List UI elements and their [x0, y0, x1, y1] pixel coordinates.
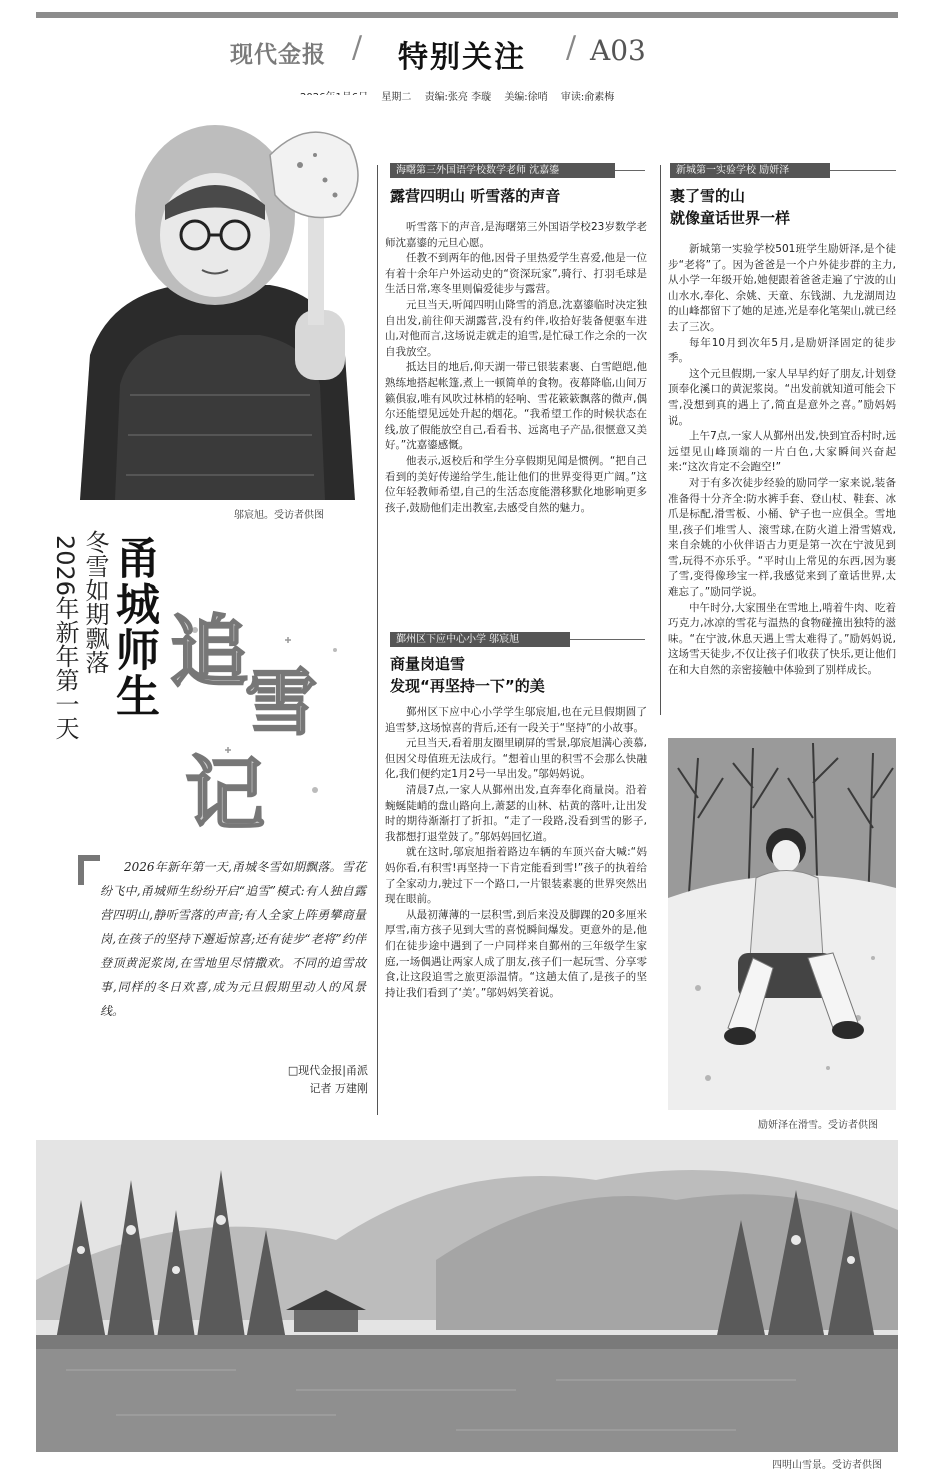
column-divider [660, 165, 661, 715]
lake-photo [36, 1140, 898, 1452]
intro-bracket [78, 855, 100, 885]
article2-paragraph: 元旦当天,看着朋友圈里刷屏的雪景,邬宸旭满心羡慕,但因父母值班无法成行。“想着山里的积雪不会那么快融化,我们便约定1月2号一早出发。”邬妈妈说。 [385, 737, 648, 781]
snow-title-char-2: 雪 [245, 660, 318, 745]
byline-reporter: 记者 万建刚 [309, 1082, 368, 1095]
paper-name: 现代金报 [230, 41, 326, 68]
article1-rule [615, 170, 645, 171]
sledding-photo [668, 738, 896, 1110]
article3-title-line1: 裹了雪的山 [670, 187, 746, 205]
article2-body [385, 705, 647, 1001]
article3-body [668, 242, 896, 679]
lake-caption: 四明山雪景。受访者供图 [772, 1460, 882, 1471]
article1-paragraph: 元旦当天,听闻四明山降雪的消息,沈嘉鎏临时决定独自出发,前往仰天湖露营,没有约伴,收拾好装备便驱车进山,对他而言,这场说走就走的追雪,是忙碌工作之余的一次自我放空。 [385, 298, 648, 358]
edition-editors: 责编:张亮 李璇 [424, 92, 492, 103]
article2-paragraph: 就在这时,邬宸旭指着路边车辆的车顶兴奋大喊:“妈妈你看,有积雪!再坚持一下肯定能看到雪!”孩子的执着给了全家动力,驶过下一个路口,一片银装素裹的世界突然出现在眼前。 [385, 846, 647, 906]
intro-text [100, 855, 366, 1023]
snow-title-char-3: 记 [185, 747, 265, 841]
article1-paragraph: 他表示,返校后和学生分享假期见闻是惯例。“把自己看到的美好传递给学生,能让他们的世界变得更广阔。”这位年轻教师希望,自己的生活态度能潜移默化地影响更多孩子,鼓励他们走出教室,去感受自然的魅力。 [385, 454, 647, 514]
article1-title: 露营四明山 听雪落的声音 [390, 187, 561, 205]
column-divider [377, 165, 378, 1115]
article3-label: 新城第一实验学校 励妍泽 [670, 163, 830, 178]
page-number: A03 [590, 34, 646, 67]
sledding-caption: 励妍泽在滑雪。受访者供图 [758, 1120, 878, 1131]
article3-paragraph: 上午7点,一家人从鄞州出发,快到宜岙村时,远远望见山峰顶端的一片白色,大家瞬间兴奋起来:“这次肯定不会跑空!” [668, 430, 896, 474]
portrait-photo [70, 95, 370, 500]
feature-headline: 甬城师生 [108, 535, 159, 719]
masthead-divider: / [566, 30, 577, 65]
article3-paragraph: 这个元旦假期,一家人早早约好了朋友,计划登顶奉化溪口的黄泥浆岗。“出发前就知道可能会下雪,没想到真的遇上了,简直是意外之喜。”励妈妈说。 [668, 367, 896, 427]
snow-title-char-1: 追 [170, 607, 249, 698]
masthead [0, 30, 934, 74]
article2-title-line2: 发现“再坚持一下”的美 [390, 677, 545, 695]
portrait-caption: 邬宸旭。受访者供图 [234, 510, 324, 521]
article2-rule [570, 639, 645, 640]
article2-paragraph: 清晨7点,一家人从鄞州出发,直奔奉化商量岗。沿着蜿蜒陡峭的盘山路向上,萧瑟的山林、枯黄的落叶,让出发时的期待渐渐打了折扣。“走了一段路,没看到雪的影子,我都想打退堂鼓了。”邬妈妈回忆道。 [385, 783, 647, 843]
edition-designer: 美编:徐哨 [504, 92, 548, 103]
article2-title-line1: 商量岗追雪 [390, 655, 466, 673]
article2-label: 鄞州区下应中心小学 邬宸旭 [390, 632, 570, 647]
article3-paragraph: 新城第一实验学校501班学生励妍泽,是个徒步“老将”了。因为爸爸是一个户外徒步群的主力,从小学一年级开始,她便跟着爸爸走遍了宁波的山山水水,奉化、余姚、天童、东钱湖、九龙湖周边的山峰都留下了她的足迹,光是奉化笔架山,就已经去了三次。 [668, 243, 896, 333]
article1-paragraph: 任教不到两年的他,因骨子里热爱学生喜爱,他是一位有着十余年户外运动史的“资深玩家”,骑行、打羽毛球是生活日常,寒冬里则偏爱徒步与露营。 [385, 252, 647, 296]
feature-subtitle-2: 2026年新年第一天 [51, 535, 79, 741]
article1-label: 海曙第三外国语学校数学老师 沈嘉鎏 [390, 163, 615, 178]
article3-paragraph: 每年10月到次年5月,是励妍泽固定的徒步季。 [668, 336, 896, 365]
article1-paragraph: 抵达目的地后,仰天湖一带已银装素裹、白雪皑皑,他熟练地搭起帐篷,煮上一顿简单的食物。夜幕降临,山间万籁俱寂,唯有风吹过林梢的轻响、雪花簌簌飘落的微声,偶尔还能望见远处升起的烟花。“我希望工作的时候状态在线,放了假能放空自己,看看书、远离电子产品,很惬意又美好。”沈嘉鎏感慨。 [385, 361, 648, 452]
snow-title-art [165, 590, 365, 840]
edition-weekday: 星期二 [381, 92, 412, 103]
article3-title-line2: 就像童话世界一样 [670, 209, 791, 227]
intro-paragraph: 2026年新年第一天,甬城冬雪如期飘落。雪花纷飞中,甬城师生纷纷开启“追雪”模式:有人独自露营四明山,静听雪落的声音;有人全家上阵勇攀商量岗,在孩子的坚持下邂逅惊喜;还有徒步“老将”约伴登顶黄泥浆岗,在雪地里尽情撒欢。不同的追雪故事,同样的冬日欢喜,成为元旦假期里动人的风景线。 [100, 860, 366, 1018]
section-title: 特别关注 [398, 40, 526, 75]
article2-paragraph: 鄞州区下应中心小学学生邬宸旭,也在元旦假期圆了追雪梦,这场惊喜的背后,还有一段关于“坚持”的小故事。 [385, 706, 647, 734]
article1-body [385, 220, 647, 516]
edition-proofreader: 审读:俞素梅 [560, 92, 615, 103]
article1-paragraph: 听雪落下的声音,是海曙第三外国语学校23岁数学老师沈嘉鎏的元旦心愿。 [385, 221, 647, 249]
feature-subtitle-1: 冬雪如期飘落 [81, 530, 109, 674]
article2-paragraph: 从最初薄薄的一层积雪,到后来没及脚踝的20多厘米厚雪,南方孩子见到大雪的喜悦瞬间爆发。更意外的是,他们在徒步途中遇到了一户同样来自鄞州的三年级学生家庭,一场偶遇让两家人成了朋友,孩子们一起玩雪、分享零食,让这段追雪之旅更添温情。“这趟太值了,是孩子的坚持让我们看到了‘美’。”邬妈妈笑着说。 [385, 908, 647, 999]
article3-paragraph: 中午时分,大家围坐在雪地上,啃着牛肉、吃着巧克力,冰凉的雪花与温热的食物碰撞出独特的滋味。“在宁波,休息天遇上雪太难得了。”励妈妈说,这场雪天徒步,不仅让孩子们收获了快乐,更让他们在和大自然的亲密接触中体验到了别样成长。 [668, 601, 896, 677]
byline-outlet: □现代金报|甬派 [287, 1064, 368, 1077]
top-rule [36, 12, 898, 18]
article3-rule [830, 170, 896, 171]
masthead-divider: / [352, 30, 363, 65]
article3-paragraph: 对于有多次徒步经验的励同学一家来说,装备准备得十分齐全:防水裤手套、登山杖、鞋套、冰爪是标配,滑雪板、小桶、铲子也一应俱全。雪地里,孩子们堆雪人、滚雪球,在防火道上滑雪嬉戏,来自余姚的小伙伴语古力更是第一次在宁波见到雪,玩得不亦乐乎。“平时山上常见的东西,因为裹了雪,变得像珍宝一样,我感觉来到了童话世界,太难忘了。”励同学说。 [668, 476, 896, 599]
